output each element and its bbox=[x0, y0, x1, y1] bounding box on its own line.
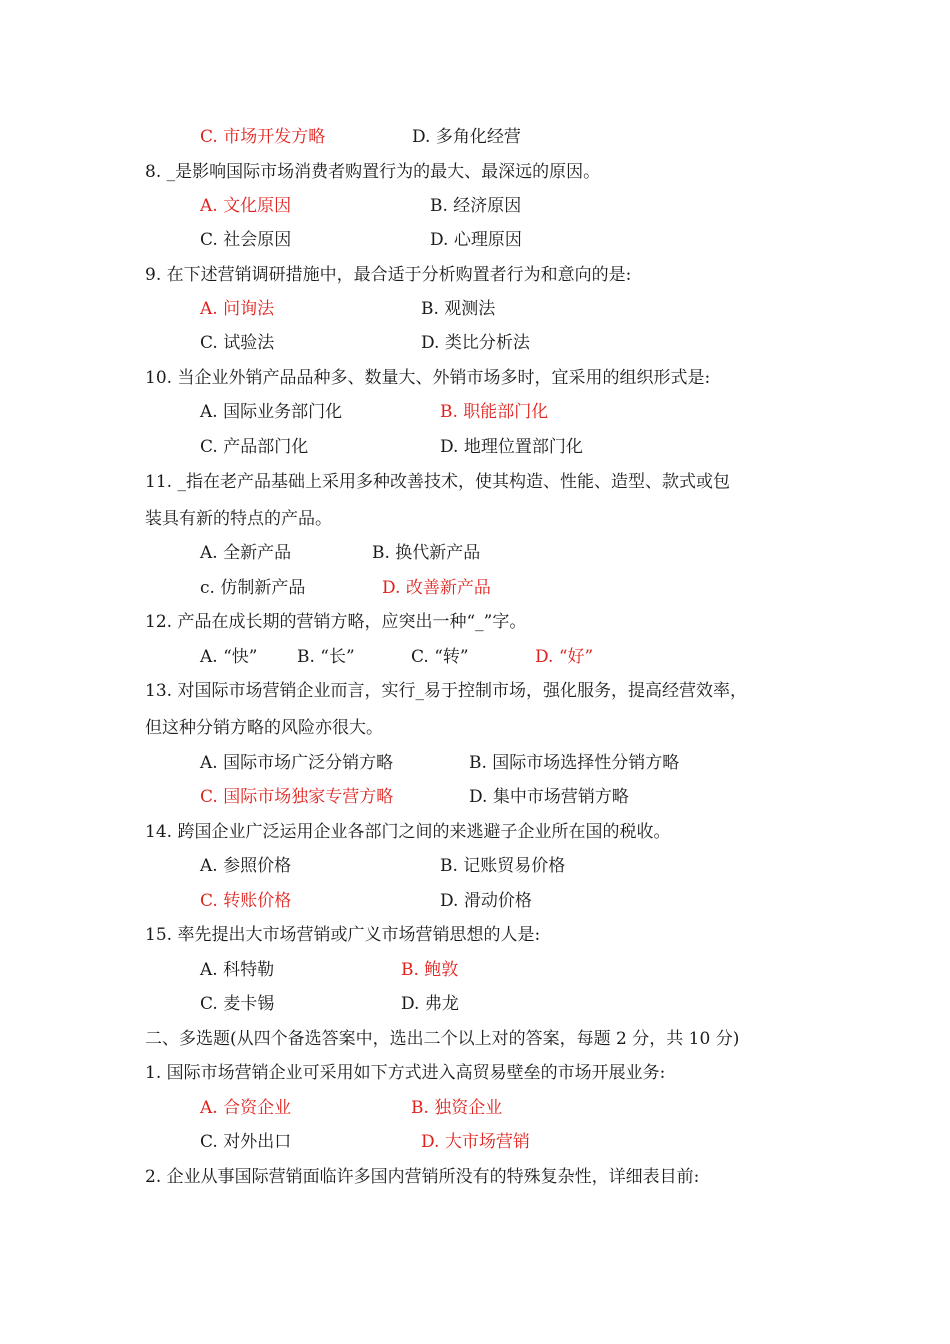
q15-option-c: C. 麦卡锡 bbox=[200, 994, 275, 1014]
q11-option-a: A. 全新产品 bbox=[200, 543, 292, 563]
q9-option-a: A. 问询法 bbox=[200, 299, 275, 319]
q11-stem-line2: 装具有新的特点的产品。 bbox=[145, 509, 332, 529]
q13-option-c: C. 国际市场独家专营方略 bbox=[200, 787, 394, 807]
q12-option-b: B. “长” bbox=[297, 647, 355, 667]
q12-stem: 12. 产品在成长期的营销方略，应突出一种“_”字。 bbox=[145, 612, 527, 632]
q15-option-b: B. 鲍敦 bbox=[401, 960, 459, 980]
q14-option-d: D. 滑动价格 bbox=[440, 891, 532, 911]
q10-stem: 10. 当企业外销产品品种多、数量大、外销市场多时，宜采用的组织形式是: bbox=[145, 368, 711, 388]
q11-option-b: B. 换代新产品 bbox=[372, 543, 481, 563]
m1-option-d: D. 大市场营销 bbox=[421, 1132, 530, 1152]
q13-option-b: B. 国际市场选择性分销方略 bbox=[469, 753, 680, 773]
q10-option-d: D. 地理位置部门化 bbox=[440, 437, 583, 457]
m1-option-b: B. 独资企业 bbox=[411, 1098, 503, 1118]
q14-stem: 14. 跨国企业广泛运用企业各部门之间的来逃避子企业所在国的税收。 bbox=[145, 822, 671, 842]
m1-option-a: A. 合资企业 bbox=[200, 1098, 292, 1118]
q11-option-d: D. 改善新产品 bbox=[382, 578, 491, 598]
q12-option-c: C. “转” bbox=[411, 647, 469, 667]
m1-stem: 1. 国际市场营销企业可采用如下方式进入高贸易壁垒的市场开展业务: bbox=[145, 1063, 666, 1083]
q15-option-d: D. 弗龙 bbox=[401, 994, 459, 1014]
q7-option-c: C. 市场开发方略 bbox=[200, 127, 326, 147]
q9-stem: 9. 在下述营销调研措施中，最合适于分析购置者行为和意向的是: bbox=[145, 265, 632, 285]
q14-option-c: C. 转账价格 bbox=[200, 891, 292, 911]
q14-option-b: B. 记账贸易价格 bbox=[440, 856, 566, 876]
q8-option-b: B. 经济原因 bbox=[430, 196, 522, 216]
q8-option-d: D. 心理原因 bbox=[430, 230, 522, 250]
q9-option-b: B. 观测法 bbox=[421, 299, 496, 319]
q14-option-a: A. 参照价格 bbox=[200, 856, 292, 876]
q13-stem-line1: 13. 对国际市场营销企业而言，实行_易于控制市场，强化服务，提高经营效率， bbox=[145, 681, 747, 701]
m1-option-c: C. 对外出口 bbox=[200, 1132, 292, 1152]
q10-option-b: B. 职能部门化 bbox=[440, 402, 549, 422]
q12-option-d: D. “好” bbox=[535, 647, 594, 667]
section-heading-multiple-choice: 二、多选题(从四个备选答案中，选出二个以上对的答案，每题 2 分，共 10 分) bbox=[145, 1029, 740, 1049]
q13-option-a: A. 国际市场广泛分销方略 bbox=[200, 753, 394, 773]
q12-option-a: A. “快” bbox=[200, 647, 258, 667]
q8-stem: 8. _是影响国际市场消费者购置行为的最大、最深远的原因。 bbox=[145, 162, 601, 182]
q15-stem: 15. 率先提出大市场营销或广义市场营销思想的人是: bbox=[145, 925, 541, 945]
q15-option-a: A. 科特勒 bbox=[200, 960, 275, 980]
q9-option-c: C. 试验法 bbox=[200, 333, 275, 353]
q7-option-d: D. 多角化经营 bbox=[412, 127, 521, 147]
q9-option-d: D. 类比分析法 bbox=[421, 333, 530, 353]
q10-option-a: A. 国际业务部门化 bbox=[200, 402, 343, 422]
q8-option-a: A. 文化原因 bbox=[200, 196, 292, 216]
q11-option-c: c. 仿制新产品 bbox=[200, 578, 306, 598]
q10-option-c: C. 产品部门化 bbox=[200, 437, 309, 457]
q13-stem-line2: 但这种分销方略的风险亦很大。 bbox=[145, 718, 383, 738]
q11-stem-line1: 11. _指在老产品基础上采用多种改善技术，使其构造、性能、造型、款式或包 bbox=[145, 472, 730, 492]
m2-stem: 2. 企业从事国际营销面临许多国内营销所没有的特殊复杂性，详细表目前: bbox=[145, 1167, 700, 1187]
q13-option-d: D. 集中市场营销方略 bbox=[469, 787, 629, 807]
q8-option-c: C. 社会原因 bbox=[200, 230, 292, 250]
